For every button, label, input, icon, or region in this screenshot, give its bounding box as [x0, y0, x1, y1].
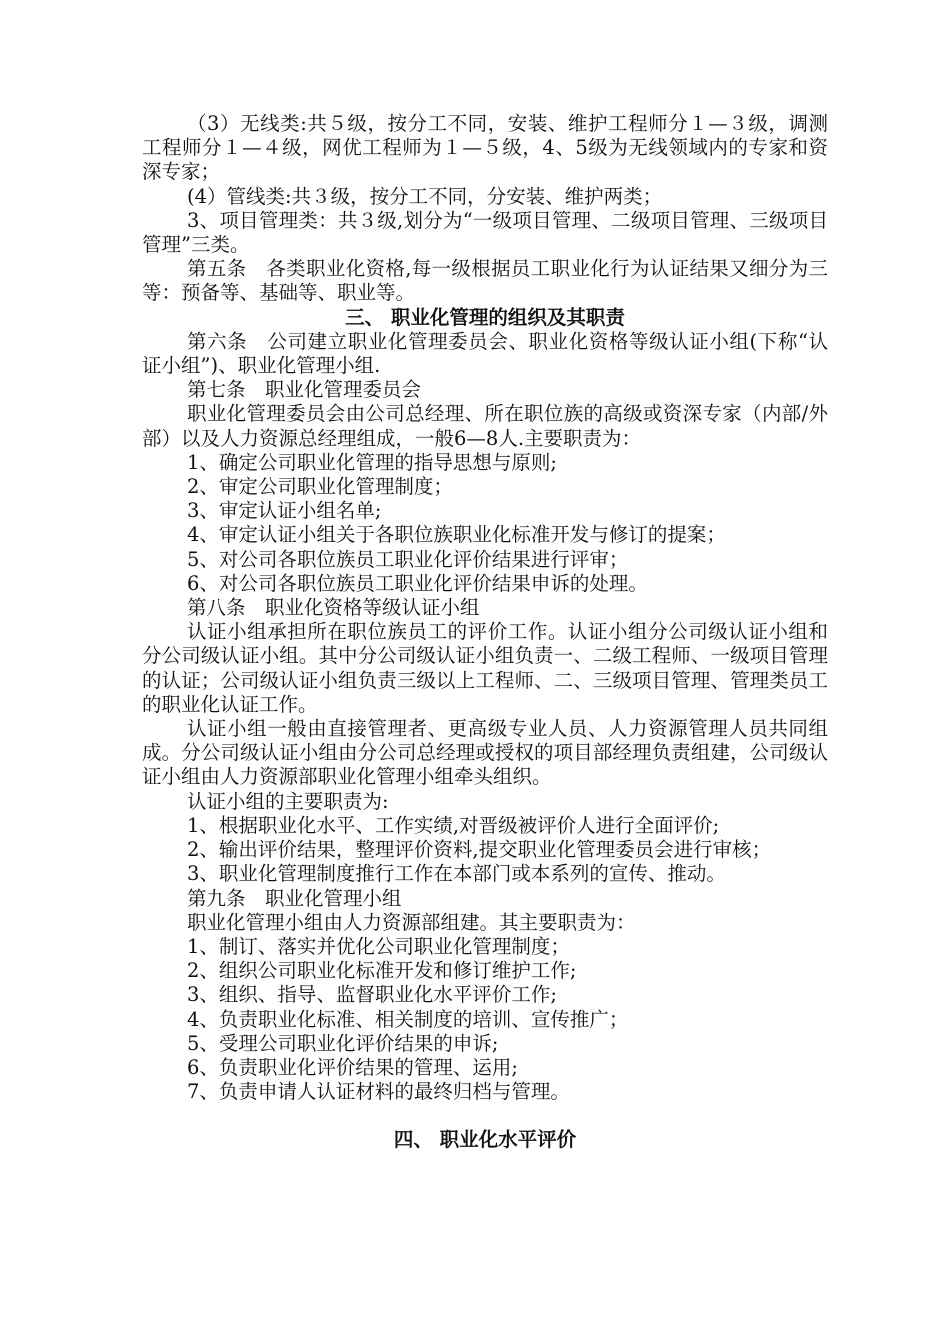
paragraph-certification-duties-intro: 认证小组的主要职责为: — [187, 789, 389, 813]
paragraph-management-group-intro: 职业化管理小组由人力资源部组建。其主要职责为： — [187, 910, 636, 934]
list-item: 5、对公司各职位族员工职业化评价结果进行评审； — [187, 547, 629, 571]
paragraph-certification-group-composition: 认证小组一般由直接管理者、更高级专业人员、人力资源管理人员共同组成。分公司级认证小组由分公司总经理或授权的项目部经理负责组建，公司级认证小组由人力资源部职业化管理小组牵头组织。 — [142, 717, 828, 789]
list-item: 1、根据职业化水平、工作实绩,对晋级被评价人进行全面评价; — [187, 813, 720, 837]
list-item: 7、负责申请人认证材料的最终归档与管理。 — [187, 1080, 570, 1104]
paragraph-pipeline-class: (4）管线类:共３级，按分工不同，分安装、维护两类； — [187, 184, 663, 208]
list-item: 1、制订、落实并优化公司职业化管理制度； — [187, 934, 570, 958]
paragraph-article-8-title: 第八条 职业化资格等级认证小组 — [187, 596, 480, 620]
paragraph-article-9-title: 第九条 职业化管理小组 — [187, 886, 402, 910]
list-item: 1、确定公司职业化管理的指导思想与原则; — [187, 450, 557, 474]
list-item: 5、受理公司职业化评价结果的申诉; — [187, 1031, 499, 1055]
list-item: 2、输出评价结果，整理评价资料,提交职业化管理委员会进行审核； — [187, 838, 772, 862]
paragraph-certification-group-work: 认证小组承担所在职位族员工的评价工作。认证小组分公司级认证小组和分公司级认证小组。其中分公司级认证小组负责一、二级工程师、一级项目管理的认证；公司级认证小组负责三级以上工程师、二、三级项目管理、管理类员工的职业化认证工作。 — [142, 620, 828, 716]
list-item: 4、负责职业化标准、相关制度的培训、宣传推广； — [187, 1007, 629, 1031]
list-item: 6、负责职业化评价结果的管理、运用; — [187, 1055, 518, 1079]
list-item: 3、组织、指导、监督职业化水平评价工作; — [187, 983, 557, 1007]
list-item: 3、职业化管理制度推行工作在本部门或本系列的宣传、推动。 — [187, 862, 726, 886]
section-heading-3: 三、 职业化管理的组织及其职责 — [345, 305, 625, 329]
list-item: 4、审定认证小组关于各职位族职业化标准开发与修订的提案； — [187, 523, 726, 547]
paragraph-article-6: 第六条 公司建立职业化管理委员会、职业化资格等级认证小组(下称“认证小组”)、职业化管理小组. — [142, 329, 828, 378]
list-item: 6、对公司各职位族员工职业化评价结果申诉的处理。 — [187, 571, 648, 595]
document-body — [142, 112, 828, 1153]
list-item: 2、组织公司职业化标准开发和修订维护工作; — [187, 959, 577, 983]
list-item: 2、审定公司职业化管理制度； — [187, 475, 453, 499]
paragraph-committee-composition: 职业化管理委员会由公司总经理、所在职位族的高级或资深专家（内部/外部）以及人力资源总经理组成，一般6—8人.主要职责为： — [142, 402, 828, 450]
paragraph-project-management-class: 3、项目管理类：共３级,划分为“一级项目管理、二级项目管理、三级项目管理”三类。 — [142, 208, 828, 257]
list-item: 3、审定认证小组名单; — [187, 499, 382, 523]
paragraph-wireless-class: （3）无线类:共５级，按分工不同，安装、维护工程师分１—３级，调测工程师分１—４级，网优工程师为１—５级，4、5级为无线领域内的专家和资深专家； — [142, 112, 828, 184]
paragraph-article-7-title: 第七条 职业化管理委员会 — [187, 378, 422, 402]
paragraph-article-5: 第五条 各类职业化资格,每一级根据员工职业化行为认证结果又细分为三等：预备等、基础等、职业等。 — [142, 257, 828, 305]
section-heading-4: 四、 职业化水平评价 — [393, 1128, 577, 1152]
